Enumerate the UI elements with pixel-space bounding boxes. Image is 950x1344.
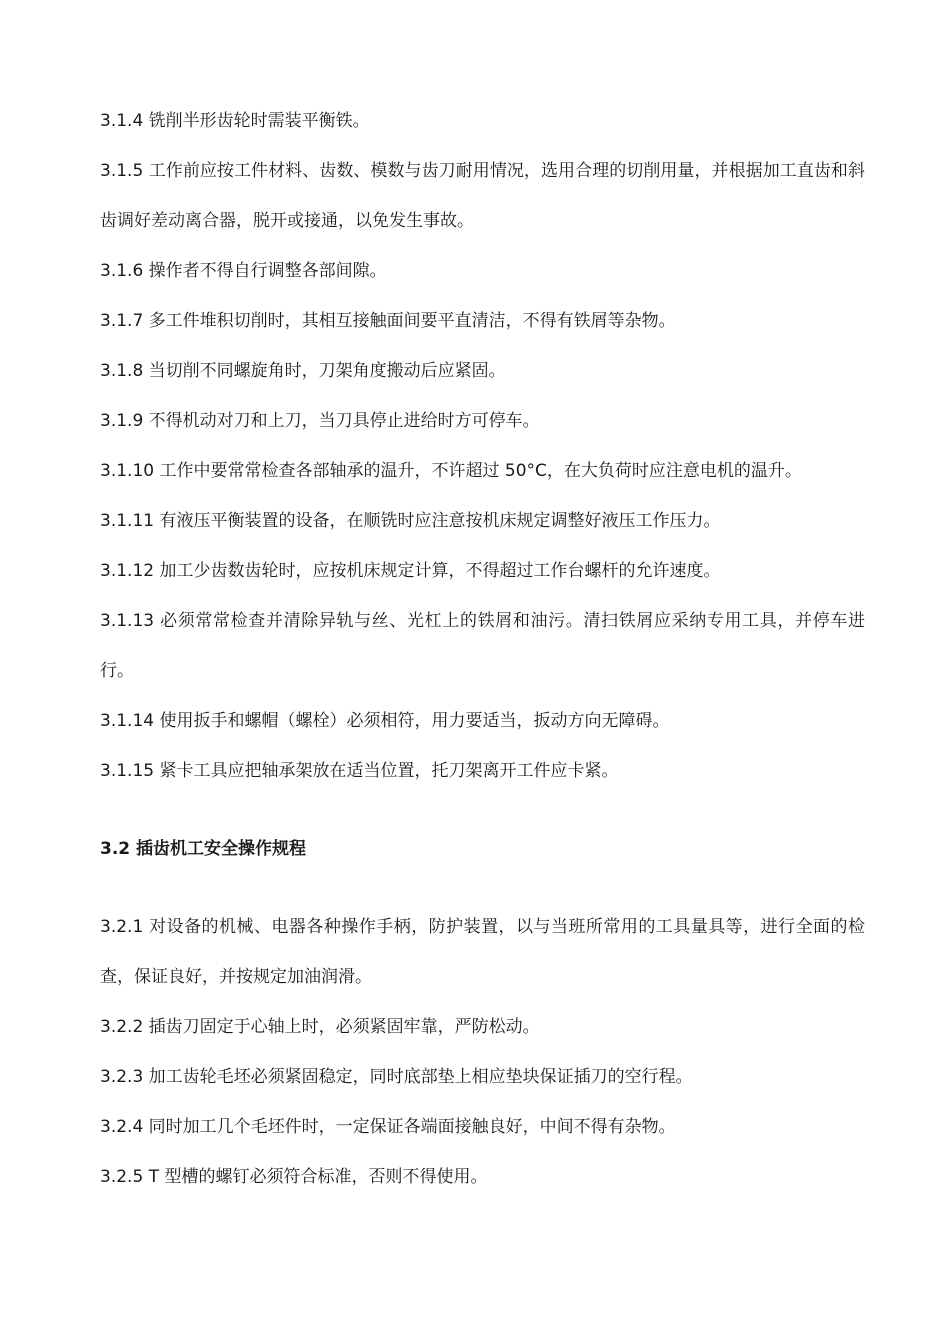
- paragraph-3-1-4: 3.1.4 铣削半形齿轮时需装平衡铁。: [100, 111, 370, 131]
- paragraph-3-1-15: 3.1.15 紧卡工具应把轴承架放在适当位置，托刀架离开工件应卡紧。: [100, 761, 619, 781]
- paragraph-3-2-4: 3.2.4 同时加工几个毛坯件时，一定保证各端面接触良好，中间不得有杂物。: [100, 1117, 676, 1137]
- paragraph-3-1-12: 3.1.12 加工少齿数齿轮时，应按机床规定计算，不得超过工作台螺杆的允许速度。: [100, 561, 721, 581]
- paragraph-3-1-11: 3.1.11 有液压平衡装置的设备，在顺铣时应注意按机床规定调整好液压工作压力。: [100, 511, 721, 531]
- paragraph-3-2-1: 3.2.1 对设备的机械、电器各种操作手柄，防护装置，以与当班所常用的工具量具等，进行全面的检查，保证良好，并按规定加油润滑。: [100, 917, 865, 987]
- section-gap: [100, 796, 865, 814]
- paragraph-3-2-3: 3.2.3 加工齿轮毛坯必须紧固稳定，同时底部垫上相应垫块保证插刀的空行程。: [100, 1067, 693, 1087]
- document-body: [100, 96, 865, 1202]
- paragraph-3-1-13: 3.1.13 必须常常检查并清除异轨与丝、光杠上的铁屑和油污。清扫铁屑应采纳专用工具，并停车进行。: [100, 611, 865, 681]
- paragraph-3-1-14: 3.1.14 使用扳手和螺帽（螺栓）必须相符，用力要适当，扳动方向无障碍。: [100, 711, 670, 731]
- paragraph-3-1-5: 3.1.5 工作前应按工件材料、齿数、模数与齿刀耐用情况，选用合理的切削用量，并根据加工直齿和斜齿调好差动离合器，脱开或接通，以免发生事故。: [100, 161, 865, 231]
- paragraph-3-1-7: 3.1.7 多工件堆积切削时，其相互接触面间要平直清洁，不得有铁屑等杂物。: [100, 311, 676, 331]
- paragraph-3-1-8: 3.1.8 当切削不同螺旋角时，刀架角度搬动后应紧固。: [100, 361, 506, 381]
- section-heading-3-2: 3.2 插齿机工安全操作规程: [100, 839, 307, 859]
- section-gap: [100, 884, 865, 902]
- paragraph-3-1-9: 3.1.9 不得机动对刀和上刀，当刀具停止进给时方可停车。: [100, 411, 540, 431]
- paragraph-3-1-10: 3.1.10 工作中要常常检查各部轴承的温升，不许超过 50°C，在大负荷时应注意电机的温升。: [100, 461, 802, 481]
- paragraph-3-2-5: 3.2.5 T 型槽的螺钉必须符合标准，否则不得使用。: [100, 1167, 488, 1187]
- paragraph-3-2-2: 3.2.2 插齿刀固定于心轴上时，必须紧固牢靠，严防松动。: [100, 1017, 540, 1037]
- paragraph-3-1-6: 3.1.6 操作者不得自行调整各部间隙。: [100, 261, 387, 281]
